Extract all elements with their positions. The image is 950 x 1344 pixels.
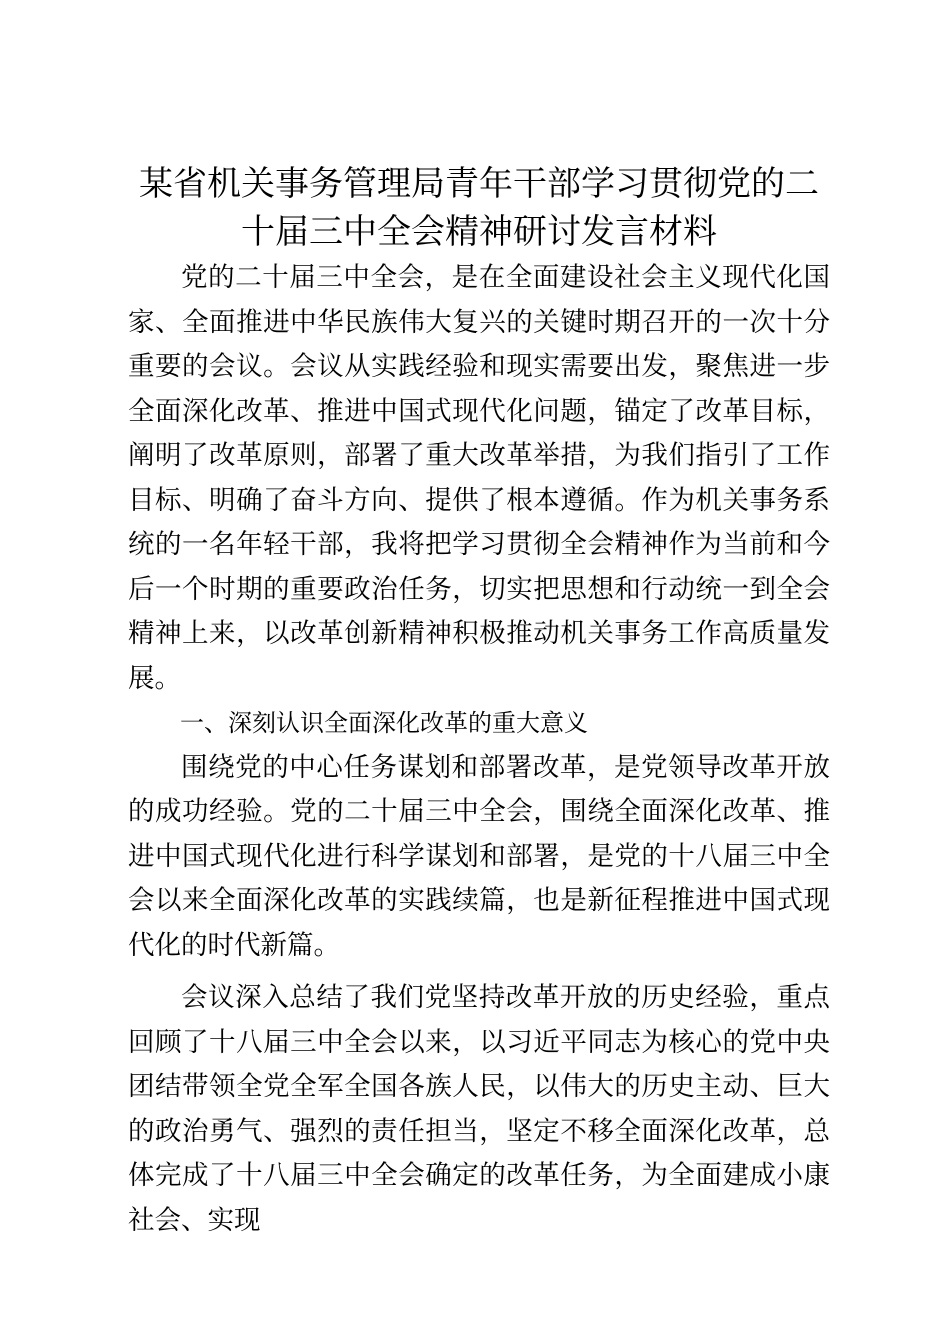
document-page — [128, 160, 830, 1243]
paragraph-intro: 党的二十届三中全会，是在全面建设社会主义现代化国家、全面推进中华民族伟大复兴的关键时期召开的一次十分重要的会议。会议从实践经验和现实需要出发，聚焦进一步全面深化改革、推进中国式现代化问题，锚定了改革目标，阐明了改革原则，部署了重大改革举措，为我们指引了工作目标、明确了奋斗方向、提供了根本遵循。作为机关事务系统的一名年轻干部，我将把学习贯彻全会精神作为当前和今后一个时期的重要政治任务，切实把思想和行动统一到全会精神上来，以改革创新精神积极推动机关事务工作高质量发展。 — [128, 262, 830, 694]
document-title: 某省机关事务管理局青年干部学习贯彻党的二十届三中全会精神研讨发言材料 — [139, 164, 819, 252]
paragraph-spacer — [128, 968, 830, 976]
paragraph-section-1-a: 围绕党的中心任务谋划和部署改革，是党领导改革开放的成功经验。党的二十届三中全会，围绕全面深化改革、推进中国式现代化进行科学谋划和部署，是党的十八届三中全会以来全面深化改革的实践续篇，也是新征程推进中国式现代化的时代新篇。 — [128, 751, 830, 961]
paragraph-section-1-b: 会议深入总结了我们党坚持改革开放的历史经验，重点回顾了十八届三中全会以来，以习近平同志为核心的党中央团结带领全党全军全国各族人民，以伟大的历史主动、巨大的政治勇气、强烈的责任担当，坚定不移全面深化改革，总体完成了十八届三中全会确定的改革任务，为全面建成小康社会、实现 — [128, 982, 830, 1236]
section-heading-1: 一、深刻认识全面深化改革的重大意义 — [180, 709, 588, 737]
